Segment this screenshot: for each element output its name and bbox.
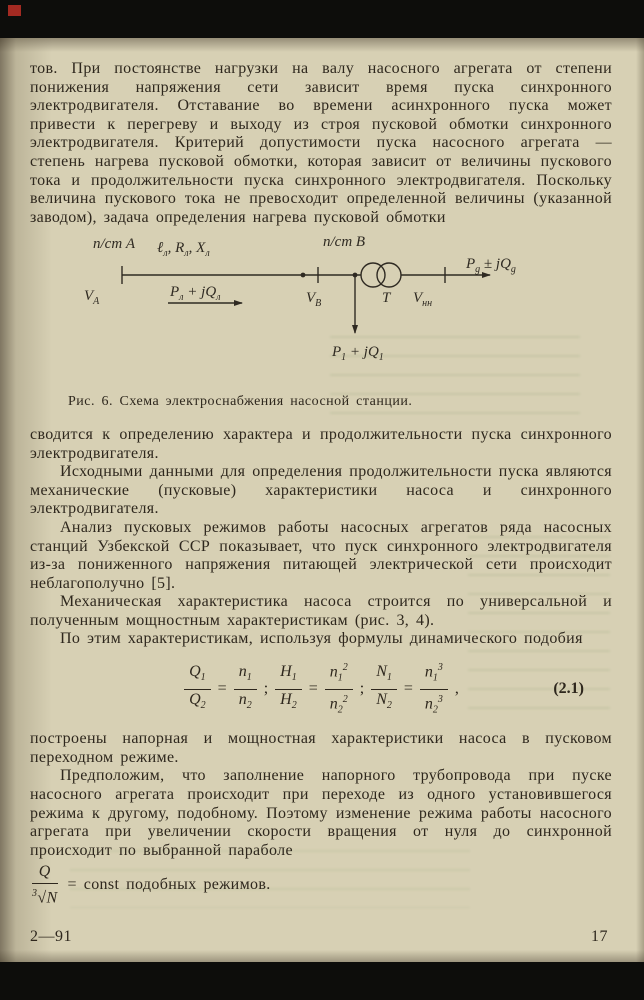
separator: ; — [263, 680, 269, 698]
label-branch-power: $P_1 + jQ_1$ — [332, 344, 384, 364]
separator: ; — [359, 680, 365, 698]
equals-sign: = — [403, 680, 413, 698]
label-voltage-b: $V_B$ — [306, 290, 322, 310]
label-substation-b: п/ст В — [323, 234, 366, 251]
equation-number: (2.1) — [553, 680, 584, 698]
page-content — [30, 60, 612, 908]
fraction-power: $\frac{N_1}{N_2}$ — [371, 663, 397, 716]
body-paragraph-5: Механическая характеристика насоса строится по универсальной и полученным мощностным характеристикам (рис. 3, 4). — [30, 593, 612, 629]
book-page — [0, 38, 644, 962]
comma: , — [454, 680, 459, 698]
fraction-n-cubed: $\frac{n_1^3}{n_2^3}$ — [420, 659, 448, 720]
label-substation-a: п/ст А — [93, 236, 136, 253]
body-paragraph-6: По этим характеристикам, используя формулы динамического подобия — [60, 630, 583, 648]
equals-sign: = — [308, 680, 318, 698]
fraction-n-squared: $\frac{n_1^2}{n_2^2}$ — [325, 659, 353, 720]
label-line-power: $P_л + jQ_л$ — [170, 284, 221, 304]
fraction-h: $\frac{H_1}{H_2}$ — [275, 663, 302, 716]
equation-2-1 — [30, 659, 612, 720]
page-number: 17 — [591, 928, 608, 945]
body-paragraph-4: Анализ пусковых режимов работы насосных агрегатов ряда насосных станций Узбекской ССР показывает, что пуск синхронного электродвигателя из-за пониженного напряжения питающей электрической сети происходит неблагополучно [5]. — [30, 518, 612, 592]
page-footer — [30, 928, 608, 946]
body-paragraph-8: Предположим, что заполнение напорного трубопровода при пуске насосного агрегата происходит при переходе из одного установившегося режима к другому, подобному. Поэтому изменение режима работы насосного агрегата при увеличении скорости вращения от нуля до синхронной происходит по выбранной параболе — [30, 767, 612, 859]
body-paragraph-2: сводится к определению характера и продолжительности пуска синхронного электродвигателя. — [30, 425, 612, 462]
label-voltage-lv: $V_{нн}$ — [413, 290, 433, 310]
fraction-n: $\frac{n_1}{n_2}$ — [234, 663, 257, 716]
figure-caption: Рис. 6. Схема электроснабжения насосной станции. — [68, 394, 413, 410]
body-paragraph-3: Исходными данными для определения продолжительности пуска являются механические (пусковые) характеристики насоса и синхронного электродвигателя. — [30, 463, 612, 518]
label-load-power: $P_g \pm jQ_g$ — [466, 256, 516, 276]
body-paragraph-7: построены напорная и мощностная характеристики насоса в пусковом переходном режиме. — [30, 730, 612, 766]
body-paragraph-1: тов. При постоянстве нагрузки на валу насосного агрегата от степени понижения напряжения сети зависит время пуска синхронного электродвигателя. Отставание во времени асинхронного пуска может привести к перегреву и выходу из строя пусковой обмотки синхронного электродвигателя. Критерий допустимости пуска насосного агрегата — степень нагрева пусковой обмотки, которая зависит от величины пускового тока и продолжительности пуска синхронного электродвигателя. Поскольку величина пускового тока не превосходит определенной величины (указанной заводом), задача определения нагрева пусковой обмотки — [30, 60, 612, 226]
label-transformer: Т — [382, 290, 391, 307]
label-line-impedance: ℓ$_л$, $R_л$, $X_л$ — [157, 240, 210, 260]
inline-formula-text: = const подобных режимов. — [67, 876, 271, 894]
equals-sign: = — [217, 680, 227, 698]
print-code: 2—91 — [30, 928, 72, 945]
fraction-q: $\frac{Q_1}{Q_2}$ — [184, 663, 211, 716]
scan-color-artifact — [8, 5, 21, 16]
fraction-q-over-cuberoot-n: $\frac{Q}{^3√N}$ — [32, 863, 58, 907]
inline-formula-line — [30, 863, 612, 908]
figure-6-diagram — [30, 235, 612, 383]
label-voltage-a: $V_A$ — [84, 288, 100, 308]
